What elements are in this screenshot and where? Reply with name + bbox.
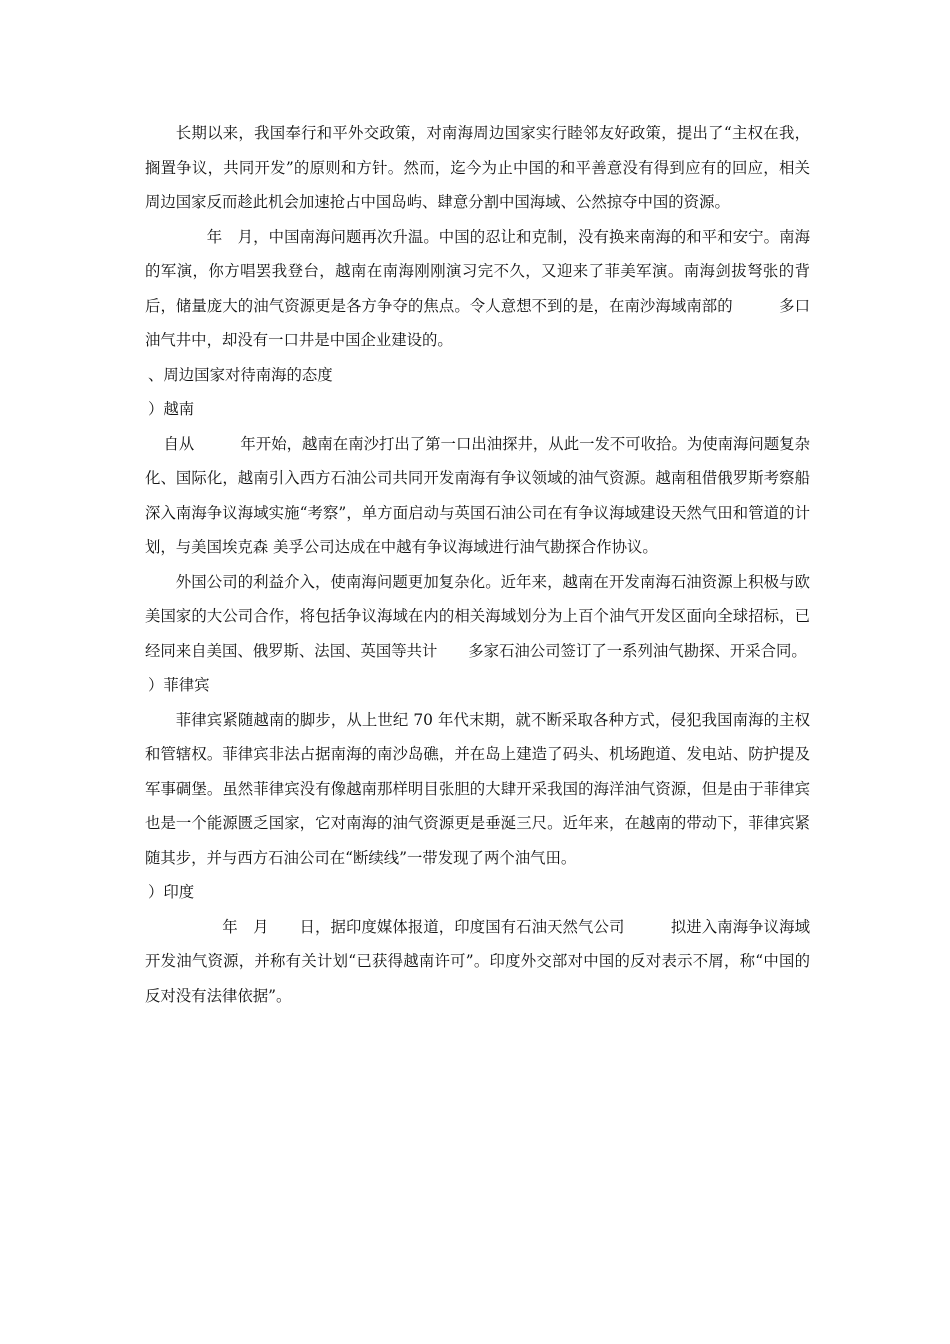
document-body [145, 116, 810, 1013]
paragraph-philippines: 菲律宾紧随越南的脚步，从上世纪 70 年代末期，就不断采取各种方式，侵犯我国南海的主权和管辖权。菲律宾非法占据南海的南沙岛礁，并在岛上建造了码头、机场跑道、发电站、防护提及军事碉堡。虽然菲律宾没有像越南那样明目张胆的大肆开采我国的海洋油气资源，但是由于菲律宾也是一个能源匮乏国家，它对南海的油气资源更是垂涎三尺。近年来，在越南的带动下，菲律宾紧随其步，并与西方石油公司在“断续线”一带发现了两个油气田。 [145, 710, 810, 867]
paragraph-vietnam-1: 自从 年开始，越南在南沙打出了第一口出油探井，从此一发不可收拾。为使南海问题复杂化、国际化，越南引入西方石油公司共同开发南海有争议领域的油气资源。越南租借俄罗斯考察船深入南海争议海域实施“考察”，单方面启动与英国石油公司在有争议海域建设天然气田和管道的计划，与美国埃克森 美孚公司达成在中越有争议海域进行油气勘探合作协议。 [145, 434, 810, 556]
paragraph-south-sea-tension: 年 月，中国南海问题再次升温。中国的忍让和克制，没有换来南海的和平和安宁。南海的军演，你方唱罢我登台，越南在南海刚刚演习完不久，又迎来了菲美军演。南海剑拔弩张的背后，储量庞大的油气资源更是各方争夺的焦点。令人意想不到的是，在南沙海域南部的 多口油气井中，却没有一口井是中国企业建设的。 [145, 227, 810, 349]
subheading-philippines: ）菲律宾 [148, 676, 210, 694]
paragraph-india: 年 月 日，据印度媒体报道，印度国有石油天然气公司 拟进入南海争议海域开发油气资源，并称有关计划“已获得越南许可”。印度外交部对中国的反对表示不屑，称“中国的反对没有法律依据”。 [145, 917, 810, 1005]
paragraph-intro: 长期以来，我国奉行和平外交政策，对南海周边国家实行睦邻友好政策，提出了“主权在我，搁置争议，共同开发”的原则和方针。然而，迄今为止中国的和平善意没有得到应有的回应，相关周边国家反而趁此机会加速抢占中国岛屿、肆意分割中国海域、公然掠夺中国的资源。 [145, 124, 810, 211]
subheading-vietnam: ）越南 [148, 400, 195, 418]
section-heading-neighbors: 、周边国家对待南海的态度 [148, 365, 333, 384]
subheading-india: ）印度 [148, 883, 195, 901]
paragraph-vietnam-2: 外国公司的利益介入，使南海问题更加复杂化。近年来，越南在开发南海石油资源上积极与欧美国家的大公司合作，将包括争议海域在内的相关海域划分为上百个油气开发区面向全球招标，已经同来自美国、俄罗斯、法国、英国等共计 多家石油公司签订了一系列油气勘探、开采合同。 [145, 572, 810, 660]
